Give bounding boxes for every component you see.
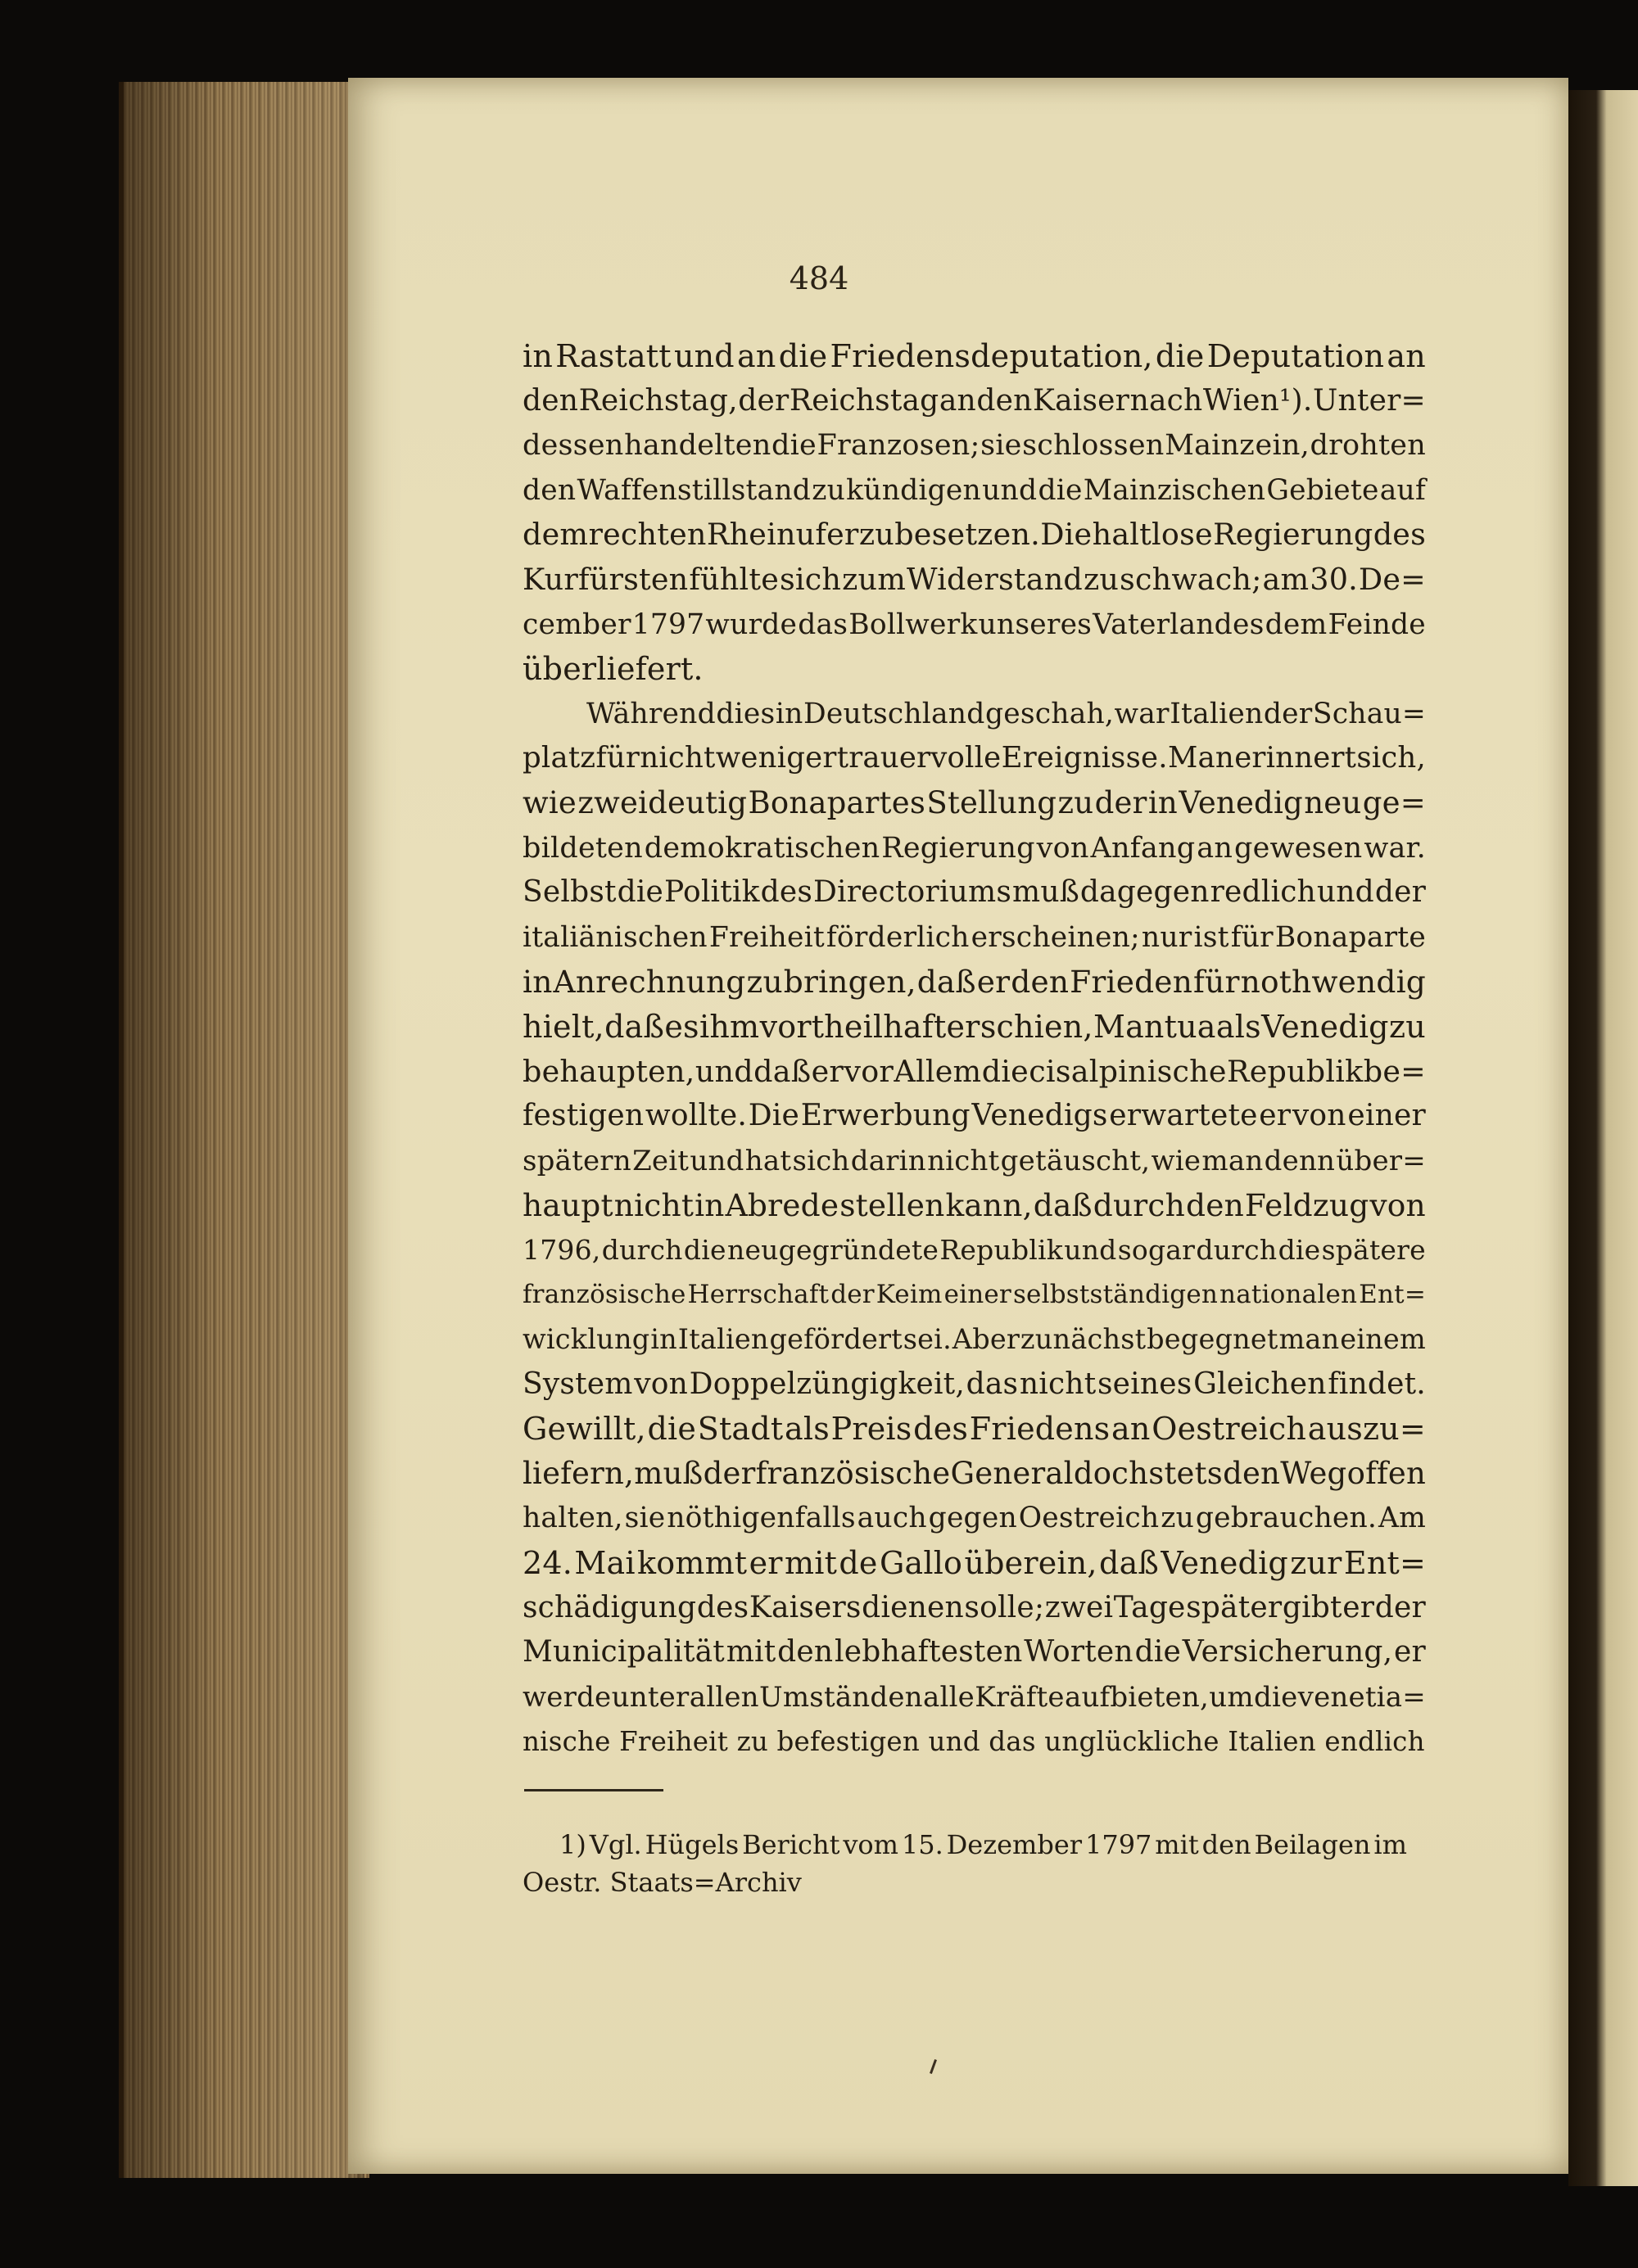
text-line: nische Freiheit zu befestigen und das unglückliche Italien endlich bbox=[523, 1726, 1425, 1758]
text-line: italiänischen Freiheit förderlich erscheinen; nur ist für Bonaparte bbox=[523, 920, 1426, 954]
text-line: 1796, durch die neugegründete Republik und sogar durch die spätere bbox=[523, 1233, 1426, 1266]
text-line: Kurfürsten fühlte sich zum Widerstand zu schwach; am 30. De= bbox=[523, 561, 1426, 597]
text-line: französische Herrschaft der Keim einer selbstständigen nationalen Ent= bbox=[523, 1280, 1426, 1310]
text-line: Selbst die Politik des Directoriums muß dagegen redlich und der bbox=[523, 875, 1426, 910]
text-line: bildeten demokratischen Regierung von Anfang an gewesen war. bbox=[523, 831, 1426, 865]
text-line: schädigung des Kaisers dienen solle; zwei Tage später gibt er der bbox=[523, 1590, 1426, 1624]
text-line: spätern Zeit und hat sich darin nicht getäuscht, wie man denn über= bbox=[523, 1144, 1426, 1177]
text-line: halten, sie nöthigenfalls auch gegen Oestreich zu gebrauchen. Am bbox=[523, 1502, 1426, 1535]
page-edges-shadow bbox=[119, 82, 364, 2178]
text-line: werde unter allen Umständen alle Kräfte aufbieten, um die venetia= bbox=[523, 1680, 1426, 1714]
footnote bbox=[523, 1826, 1407, 1901]
text-line: haupt nicht in Abrede stellen kann, daß durch den Feldzug von bbox=[523, 1187, 1426, 1224]
text-line: hielt, daß es ihm vortheilhafter schien, Mantua als Venedig zu bbox=[523, 1008, 1426, 1045]
text-line: 24. Mai kommt er mit de Gallo überein, daß Venedig zur Ent= bbox=[523, 1545, 1426, 1582]
text-line: dessen handelten die Franzosen; sie schlossen Mainz ein, drohten bbox=[523, 429, 1426, 463]
text-line: in Rastatt und an die Friedensdeputation, die Deputation an bbox=[523, 338, 1426, 374]
footnote-rule bbox=[524, 1789, 663, 1791]
text-line: Während dies in Deutschland geschah, war Italien der Schau= bbox=[586, 697, 1426, 730]
text-line: behaupten, und daß er vor Allem die cisalpinische Republik be= bbox=[523, 1053, 1426, 1089]
text-line: wie zweideutig Bonapartes Stellung zu der in Venedig neu ge= bbox=[523, 784, 1426, 820]
text-line: platz für nicht weniger trauervolle Ereignisse. Man erinnert sich, bbox=[523, 741, 1426, 775]
footnote-line: Oestr. Staats=Archiv bbox=[523, 1867, 802, 1898]
facing-page-edge bbox=[1568, 90, 1638, 2186]
text-line: liefern, muß der französische General doch stets den Weg offen bbox=[523, 1455, 1426, 1491]
text-line: wicklung in Italien gefördert sei. Aber zunächst begegnet man einem bbox=[523, 1323, 1426, 1356]
text-line: cember 1797 wurde das Bollwerk unseres Vaterlandes dem Feinde bbox=[523, 608, 1426, 641]
text-line: Gewillt, die Stadt als Preis des Friedens an Oestreich auszu= bbox=[523, 1411, 1426, 1448]
text-line: festigen wollte. Die Erwerbung Venedigs erwartete er von einer bbox=[523, 1099, 1426, 1133]
text-line: in Anrechnung zu bringen, daß er den Frieden für nothwendig bbox=[523, 964, 1426, 1001]
text-line: den Reichstag, der Reichstag an den Kaiser nach Wien¹). Unter= bbox=[523, 383, 1426, 418]
text-line: den Waffenstillstand zu kündigen und die Mainzischen Gebiete auf bbox=[523, 473, 1426, 507]
text-line: System von Doppelzüngigkeit, das nicht seines Gleichen findet. bbox=[523, 1367, 1426, 1401]
page-number: 484 bbox=[789, 260, 849, 296]
footnote-line: 1) Vgl. Hügels Bericht vom 15. Dezember 1797 mit den Beilagen im bbox=[559, 1829, 1407, 1860]
text-line: dem rechten Rheinufer zu besetzen. Die haltlose Regierung des bbox=[523, 517, 1426, 553]
text-line: überliefert. bbox=[523, 651, 704, 688]
body-text bbox=[523, 334, 1426, 1764]
text-line: Municipalität mit den lebhaftesten Worten die Versicherung, er bbox=[523, 1635, 1426, 1669]
